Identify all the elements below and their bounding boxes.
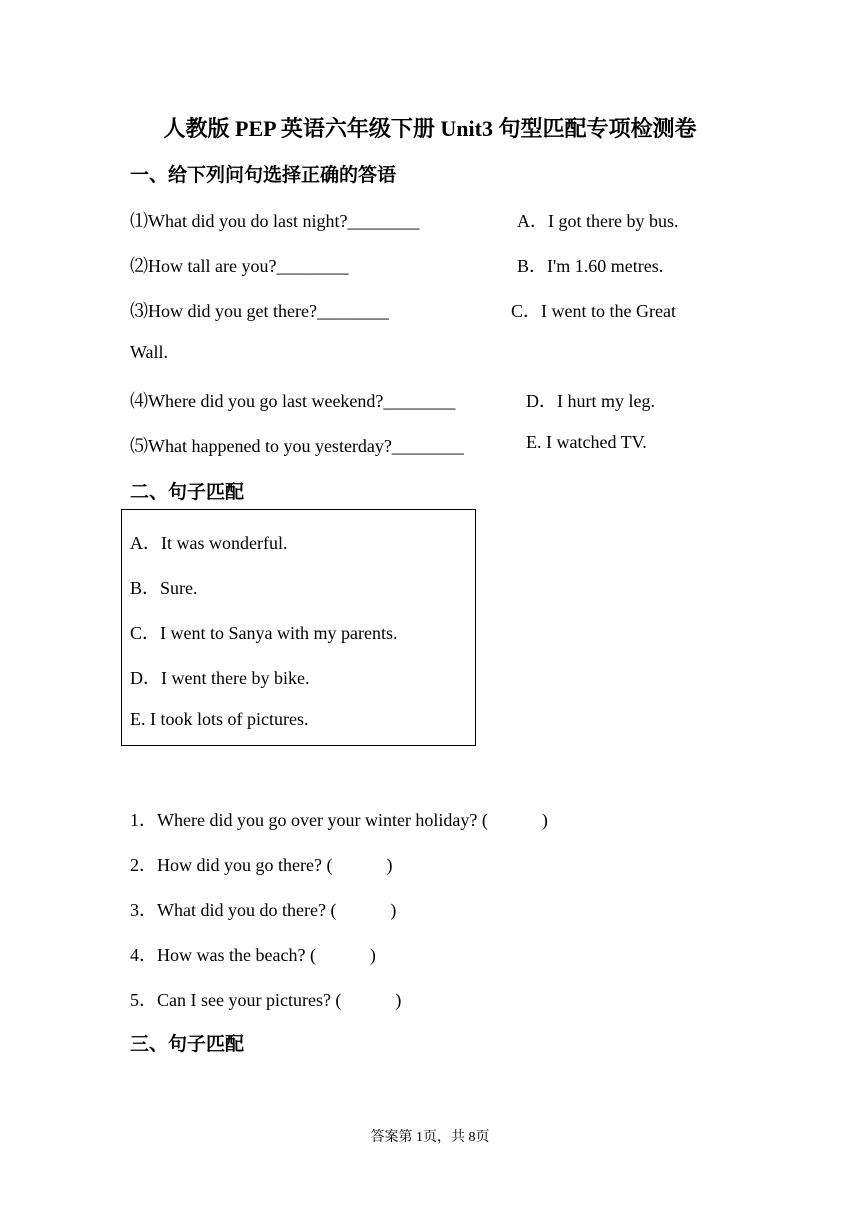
part2-option-c: C．I went to Sanya with my parents.: [130, 623, 398, 643]
part2-question-4: 4．How was the beach? ( ): [130, 945, 376, 965]
page-title: 人教版 PEP 英语六年级下册 Unit3 句型匹配专项检测卷: [163, 116, 697, 141]
part1-answer-c: C．I went to the Great: [511, 301, 676, 321]
page-footer: 答案第 1页，共 8页: [370, 1130, 490, 1145]
part1-question-5: ⑸What happened to you yesterday?________: [130, 436, 464, 456]
part1-answer-d: D．I hurt my leg.: [526, 391, 655, 411]
part2-option-d: D．I went there by bike.: [130, 668, 310, 688]
part2-question-1: 1．Where did you go over your winter holiday? ( ): [130, 810, 548, 830]
part1-question-4: ⑷Where did you go last weekend?________: [130, 391, 456, 411]
section-1-heading: 一、给下列问句选择正确的答语: [130, 165, 397, 186]
part2-question-3: 3．What did you do there? ( ): [130, 900, 397, 920]
part2-option-a: A．It was wonderful.: [130, 533, 288, 553]
part1-question-1: ⑴What did you do last night?________: [130, 211, 420, 231]
part2-question-2: 2．How did you go there? ( ): [130, 855, 393, 875]
part2-option-b: B．Sure.: [130, 578, 198, 598]
part1-question-3: ⑶How did you get there?________: [130, 301, 389, 321]
part2-option-e: E. I took lots of pictures.: [130, 709, 309, 729]
part1-question-2: ⑵How tall are you?________: [130, 256, 349, 276]
part1-answer-c-wrap: Wall.: [130, 342, 169, 362]
part1-answer-a: A．I got there by bus.: [517, 211, 679, 231]
part1-answer-b: B．I'm 1.60 metres.: [517, 256, 664, 276]
section-2-heading: 二、句子匹配: [130, 482, 245, 503]
part1-answer-e: E. I watched TV.: [526, 432, 647, 452]
part2-question-5: 5．Can I see your pictures? ( ): [130, 990, 402, 1010]
section-3-heading: 三、句子匹配: [130, 1034, 245, 1055]
